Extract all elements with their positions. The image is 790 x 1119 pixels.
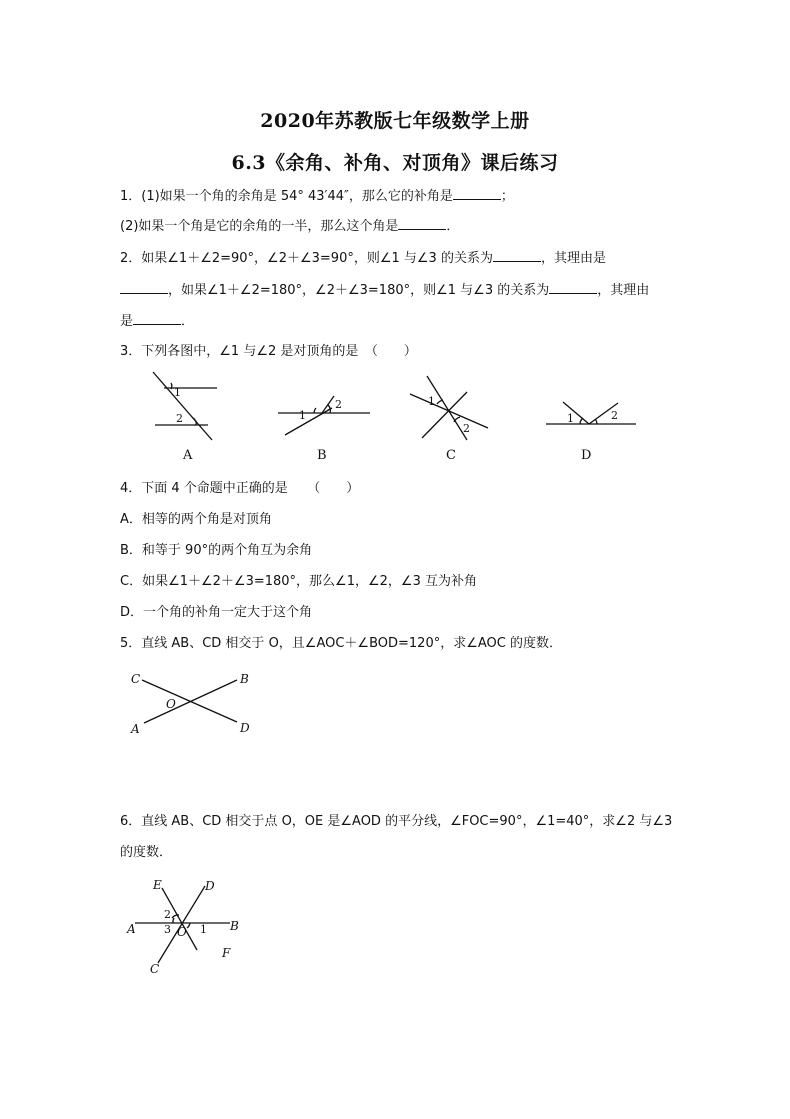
question-1a-text: 1．(1)如果一个角的余角是 54° 43′44″，那么它的补角是: [120, 189, 453, 204]
angle-1-label: 1: [174, 386, 181, 399]
angle-1-label: 1: [200, 923, 207, 936]
figure-q5: [125, 668, 265, 743]
answer-blank[interactable]: [120, 281, 168, 294]
point-d-label: D: [240, 721, 250, 735]
angle-2-arc: [454, 417, 460, 422]
point-b-label: B: [230, 919, 239, 933]
option-d: D．一个角的补角一定大于这个角: [120, 605, 313, 620]
angle-1-arc: [580, 418, 583, 424]
document-title: 2020年苏教版七年级数学上册: [260, 110, 530, 132]
angle-1-label: 1: [299, 409, 306, 422]
line-2: [427, 376, 467, 440]
answer-blank[interactable]: [453, 187, 501, 200]
question-1b-text: (2)如果一个角是它的余角的一半，那么这个角是: [120, 219, 399, 234]
point-d-label: D: [205, 879, 215, 893]
angle-2-label: 2: [611, 409, 618, 422]
question-2-text-cont: ，其理由是: [540, 251, 606, 266]
point-f-label: F: [222, 946, 231, 960]
question-2-line-2: [120, 281, 649, 301]
figure-a: [150, 370, 230, 465]
question-2-line-1: [120, 249, 606, 269]
answer-blank[interactable]: [493, 249, 541, 262]
figure-a-label: A: [183, 448, 193, 463]
transversal-line: [153, 372, 212, 440]
figure-b-label: B: [317, 448, 327, 463]
angle-2-label: 2: [463, 422, 470, 435]
question-1b: [120, 217, 459, 237]
question-3: 3．下列各图中，∠1 与∠2 是对顶角的是 （ ）: [120, 344, 417, 359]
question-2-text-2: ，如果∠1＋∠2=180°，∠2＋∠3=180°，则∠1 与∠3 的关系为: [168, 283, 550, 298]
option-b: B．和等于 90°的两个角互为余角: [120, 543, 313, 558]
option-a: A．相等的两个角是对顶角: [120, 512, 272, 527]
question-2-text-2-cont: ，其理由: [597, 283, 650, 298]
point-a-label: A: [131, 722, 140, 736]
figure-c: [405, 370, 500, 465]
question-1a: [120, 187, 514, 207]
question-1a-end: ；: [500, 189, 514, 204]
figure-b: [270, 370, 380, 465]
question-6-line-2: 的度数．: [120, 845, 173, 860]
answer-blank[interactable]: [133, 312, 181, 325]
point-o-label: O: [177, 925, 187, 939]
answer-blank[interactable]: [549, 281, 597, 294]
angle-1-label: 1: [428, 395, 435, 408]
angle-2-label: 2: [176, 412, 183, 425]
question-2-line-3: [120, 312, 194, 332]
figure-d: [540, 370, 645, 465]
angle-3-label: 3: [164, 923, 171, 936]
question-2-end: ．: [181, 314, 195, 329]
angle-1-arc: [171, 383, 172, 389]
angle-2-arc: [595, 419, 597, 424]
angle-1-label: 1: [567, 412, 574, 425]
question-4: 4．下面 4 个命题中正确的是 （ ）: [120, 481, 360, 496]
question-1b-end: ．: [446, 219, 460, 234]
figure-q6: [125, 878, 255, 978]
point-c-label: C: [150, 962, 160, 976]
figure-c-label: C: [446, 448, 456, 463]
question-5: 5．直线 AB、CD 相交于 O，且∠AOC＋∠BOD=120°，求∠AOC 的度数．: [120, 636, 562, 651]
question-6-line-1: 6．直线 AB、CD 相交于点 O，OE 是∠AOD 的平分线，∠FOC=90°，∠1=40°，求∠2 与∠3: [120, 814, 673, 829]
question-2-text-3: 是: [120, 314, 134, 329]
point-o-label: O: [166, 697, 176, 711]
point-c-label: C: [131, 672, 141, 686]
point-e-label: E: [153, 878, 162, 892]
angle-2-label: 2: [335, 398, 342, 411]
angle-1-arc: [187, 923, 190, 928]
point-a-label: A: [127, 922, 136, 936]
question-2-text: 2．如果∠1＋∠2=90°，∠2＋∠3=90°，则∠1 与∠3 的关系为: [120, 251, 493, 266]
option-c: C．如果∠1＋∠2＋∠3=180°，那么∠1，∠2，∠3 互为补角: [120, 574, 477, 589]
angle-1-arc: [437, 400, 443, 404]
lower-ray: [285, 408, 332, 435]
point-b-label: B: [240, 672, 249, 686]
angle-3-arc: [173, 918, 174, 923]
angle-2-label: 2: [164, 908, 171, 921]
document-subtitle: 6.3《余角、补角、对顶角》课后练习: [231, 152, 559, 174]
angle-1-arc: [314, 408, 316, 413]
answer-blank[interactable]: [398, 217, 446, 230]
figure-d-label: D: [581, 448, 592, 463]
